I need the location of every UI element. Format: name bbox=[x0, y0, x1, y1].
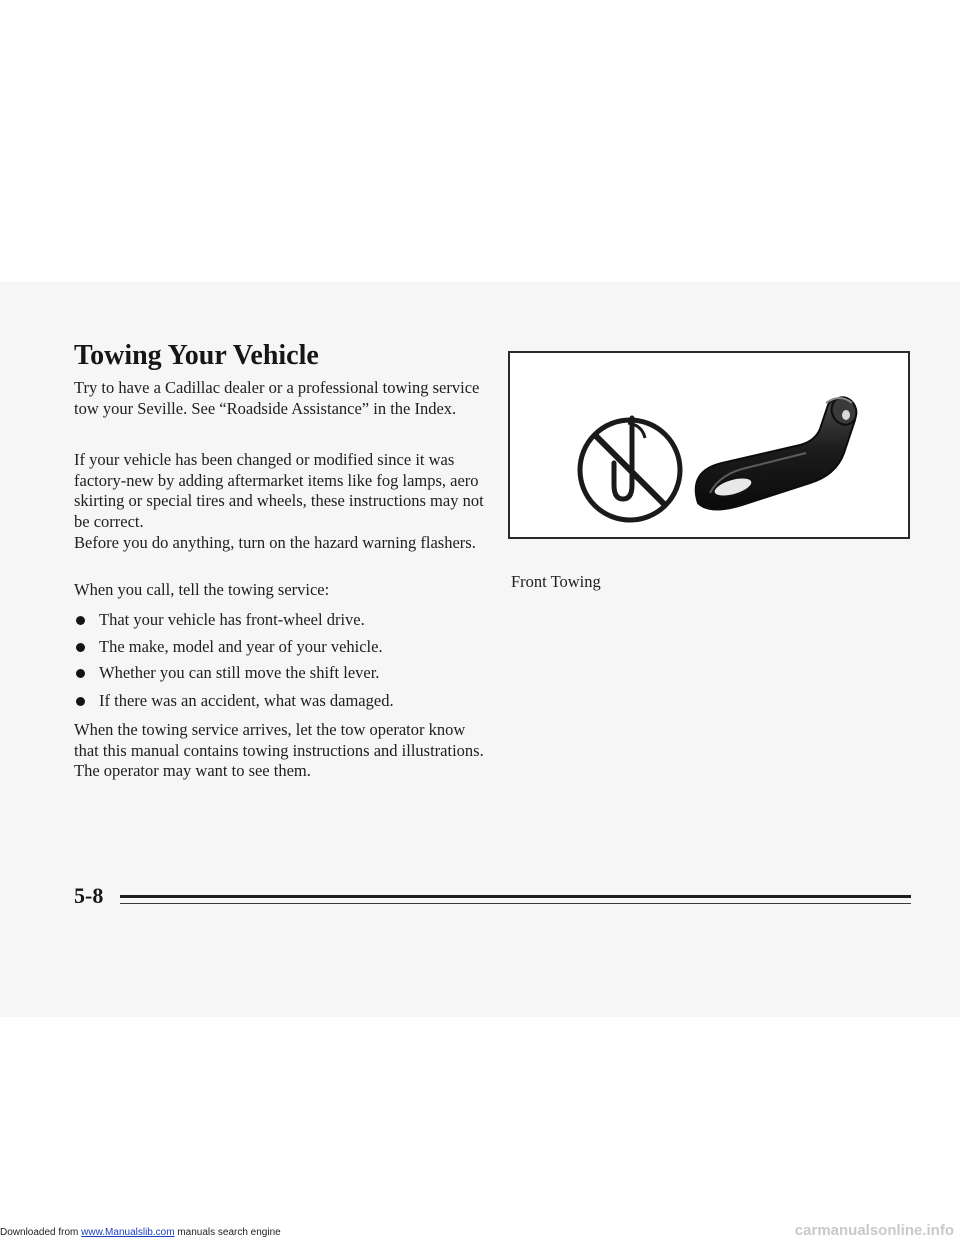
paragraph-closing: When the towing service arrives, let the tow operator know that this manual contains towing instructions and illustrations. The operator may want to see them. bbox=[74, 720, 484, 780]
bullet-dot-icon bbox=[76, 643, 85, 652]
figure-caption: Front Towing bbox=[511, 572, 601, 591]
section-title: Towing Your Vehicle bbox=[74, 340, 319, 371]
front-towing-figure bbox=[508, 351, 910, 539]
footer-prefix: Downloaded from bbox=[0, 1227, 82, 1238]
bullet-dot-icon bbox=[76, 616, 85, 625]
bullet-text: If there was an accident, what was damaged. bbox=[99, 691, 394, 710]
no-hook-icon bbox=[580, 418, 680, 520]
download-footer bbox=[0, 1226, 281, 1240]
bullet-dot-icon bbox=[76, 697, 85, 706]
tow-bracket-icon bbox=[696, 393, 861, 509]
footer-rule-thick bbox=[120, 895, 911, 898]
bullet-text: The make, model and year of your vehicle. bbox=[99, 637, 383, 656]
watermark: carmanualsonline.info bbox=[794, 1222, 954, 1239]
footer-rule-thin bbox=[120, 903, 911, 904]
paragraph-modified-vehicle: If your vehicle has been changed or modified since it was factory-new by adding aftermarket items like fog lamps, aero skirting or special tires and wheels, these instructions may not be correct. bbox=[74, 450, 484, 531]
page-number: 5-8 bbox=[74, 883, 104, 908]
bullet-text: Whether you can still move the shift lever. bbox=[99, 663, 380, 682]
paragraph-when-you-call: When you call, tell the towing service: bbox=[74, 580, 330, 599]
footer-suffix: manuals search engine bbox=[174, 1227, 281, 1238]
paragraph-hazard: Before you do anything, turn on the hazard warning flashers. bbox=[74, 533, 476, 552]
paragraph-dealer: Try to have a Cadillac dealer or a professional towing service tow your Seville. See “Roadside Assistance” in the Index. bbox=[74, 378, 480, 418]
bullet-text: That your vehicle has front-wheel drive. bbox=[99, 610, 365, 629]
figure-illustration bbox=[510, 353, 908, 537]
manualslib-link[interactable]: www.Manualslib.com bbox=[81, 1227, 175, 1238]
bullet-dot-icon bbox=[76, 669, 85, 678]
